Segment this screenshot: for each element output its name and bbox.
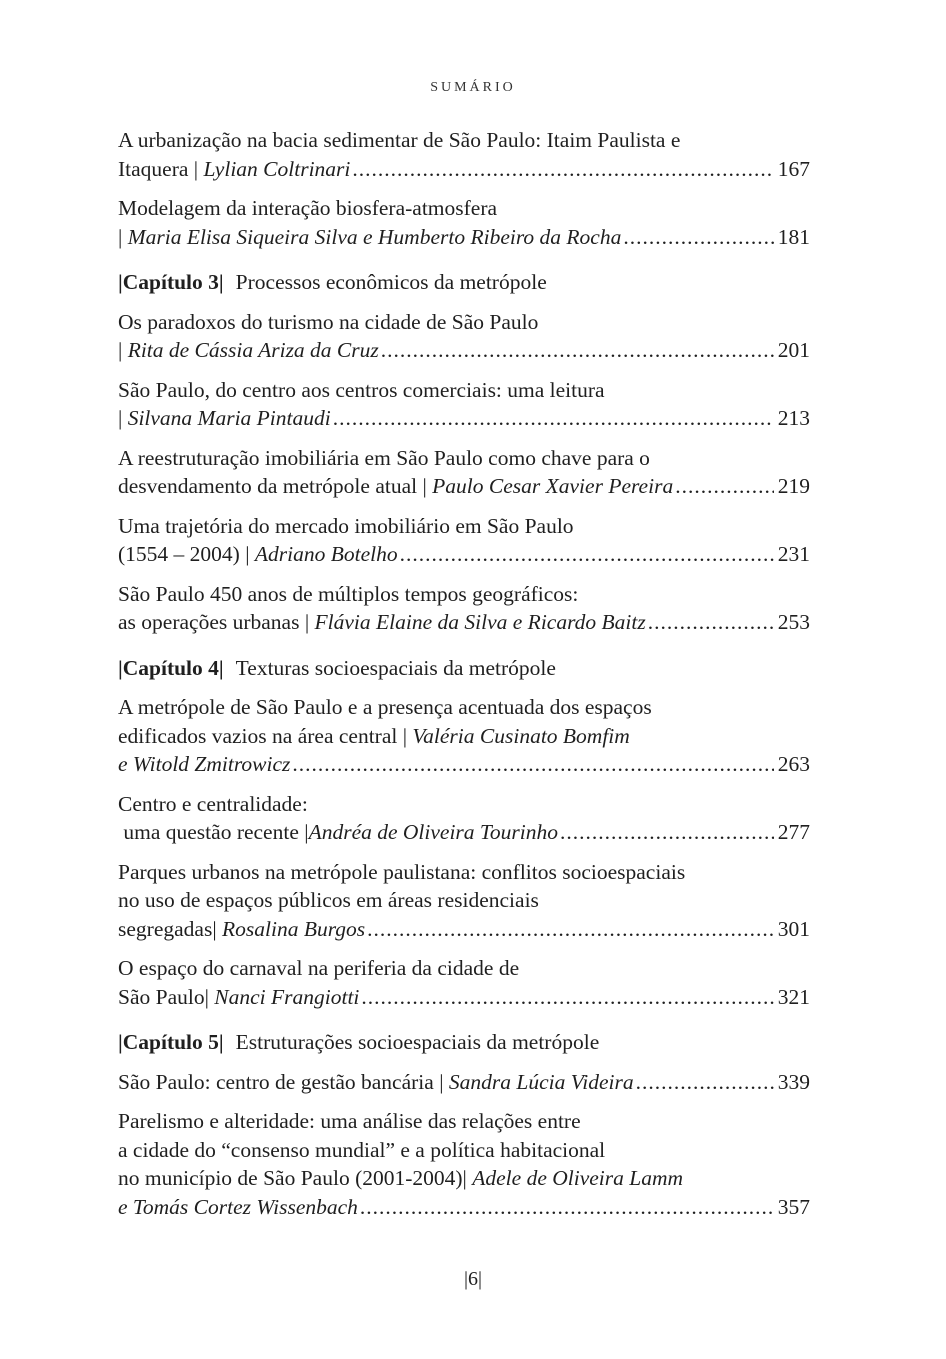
entry-last-line <box>118 540 810 569</box>
chapter-title: Estruturações socioespaciais da metrópole <box>235 1030 600 1054</box>
entry-title-line: Uma trajetória do mercado imobiliário em São Paulo <box>118 513 574 538</box>
entry-page-number: 253 <box>777 610 810 634</box>
entry-title-text: as operações urbanas | <box>118 610 315 634</box>
toc-entry[interactable] <box>118 194 810 251</box>
toc-entry[interactable] <box>118 790 810 847</box>
entry-page-number: 219 <box>777 474 810 498</box>
entry-title-text: desvendamento da metrópole atual | <box>118 474 433 498</box>
entry-title-text: segregadas| <box>118 916 222 941</box>
entry-title-text: uma questão recente | <box>118 820 309 844</box>
dot-leader <box>623 223 773 252</box>
entry-title-text: (1554 – 2004) | <box>118 542 255 566</box>
entry-last-line <box>118 915 810 944</box>
toc-entry[interactable] <box>118 444 810 501</box>
entry-title-line: A urbanização na bacia sedimentar de São Paulo: Itaim Paulista e <box>118 128 681 152</box>
entry-title-line <box>118 1164 810 1193</box>
entry-title-text: São Paulo| <box>118 984 215 1009</box>
toc-entry[interactable] <box>118 512 810 569</box>
entry-title-line: O espaço do carnaval na periferia da cidade de <box>118 956 520 980</box>
toc-entry[interactable] <box>118 580 810 637</box>
chapter-heading <box>118 1028 810 1057</box>
entry-last-line <box>118 336 810 365</box>
entry-page-number: 277 <box>777 820 810 844</box>
toc-entry[interactable] <box>118 308 810 365</box>
table-of-contents <box>118 126 810 1232</box>
entry-author: Andréa de Oliveira Tourinho <box>308 820 558 844</box>
entry-title-line: a cidade do “consenso mundial” e a política habitacional <box>118 1137 606 1162</box>
entry-page-number: 301 <box>777 916 810 941</box>
entry-title-text: | <box>118 406 128 430</box>
toc-entry[interactable] <box>118 1068 810 1097</box>
entry-last-line <box>118 1068 810 1097</box>
entry-page-number: 357 <box>777 1194 810 1219</box>
entry-last-line <box>118 1193 810 1222</box>
entry-title-line: A metrópole de São Paulo e a presença acentuada dos espaços <box>118 695 652 719</box>
entry-author: Rita de Cássia Ariza da Cruz <box>127 338 379 362</box>
entry-author: Nanci Frangiotti <box>214 984 360 1009</box>
dot-leader <box>361 983 773 1012</box>
entry-last-line <box>118 750 810 779</box>
entry-title-text: edificados vazios na área central | <box>118 723 413 748</box>
toc-entry[interactable] <box>118 954 810 1011</box>
entry-last-line <box>118 608 810 637</box>
dot-leader <box>648 608 774 637</box>
entry-author: Sandra Lúcia Videira <box>448 1069 634 1094</box>
entry-last-line <box>118 404 810 433</box>
dot-leader <box>560 818 774 847</box>
page-header: SUMÁRIO <box>430 80 516 95</box>
entry-author: Lylian Coltrinari <box>203 156 351 181</box>
entry-page-number: 181 <box>777 224 810 249</box>
entry-title-line: no uso de espaços públicos em áreas residenciais <box>118 888 539 912</box>
chapter-heading <box>118 654 810 683</box>
entry-page-number: 339 <box>777 1069 810 1094</box>
entry-last-line <box>118 223 810 252</box>
entry-title-text: | <box>118 338 128 362</box>
entry-title-line: Modelagem da interação biosfera-atmosfera <box>118 196 498 220</box>
page-number: |6| <box>463 1268 482 1290</box>
entry-last-line <box>118 818 810 847</box>
dot-leader <box>292 750 773 779</box>
chapter-label: |Capítulo 4| <box>118 655 224 680</box>
dot-leader <box>367 915 774 944</box>
entry-page-number: 213 <box>777 406 810 430</box>
entry-page-number: 263 <box>777 752 810 776</box>
entry-last-line <box>118 155 810 184</box>
entry-author: Adele de Oliveira Lamm <box>472 1166 684 1190</box>
toc-entry[interactable] <box>118 376 810 433</box>
entry-author: Paulo Cesar Xavier Pereira <box>432 474 674 498</box>
entry-page-number: 201 <box>777 338 810 362</box>
entry-last-line <box>118 472 810 501</box>
chapter-label: |Capítulo 5| <box>118 1030 224 1054</box>
entry-title-line: A reestruturação imobiliária em São Paulo como chave para o <box>118 445 650 470</box>
chapter-heading <box>118 268 810 297</box>
entry-title-line: Parelismo e alteridade: uma análise das relações entre <box>118 1109 581 1133</box>
dot-leader <box>333 404 774 433</box>
dot-leader <box>675 472 774 501</box>
entry-author: Valéria Cusinato Bomfim <box>412 723 630 748</box>
entry-page-number: 321 <box>777 984 810 1009</box>
toc-entry[interactable] <box>118 693 810 779</box>
entry-last-line <box>118 983 810 1012</box>
entry-title-text: no município de São Paulo (2001-2004)| <box>118 1166 473 1190</box>
entry-author: e Tomás Cortez Wissenbach <box>118 1194 358 1219</box>
entry-title-line: Os paradoxos do turismo na cidade de São Paulo <box>118 309 539 334</box>
entry-title-line: São Paulo 450 anos de múltiplos tempos geográficos: <box>118 581 579 606</box>
entry-title-line: São Paulo, do centro aos centros comerciais: uma leitura <box>118 377 605 402</box>
entry-title-text: | <box>118 224 128 249</box>
entry-page-number: 167 <box>777 156 810 181</box>
dot-leader <box>360 1193 774 1222</box>
entry-title-line: Parques urbanos na metrópole paulistana: conflitos socioespaciais <box>118 859 686 884</box>
toc-entry[interactable] <box>118 1107 810 1221</box>
entry-author: Silvana Maria Pintaudi <box>127 406 331 430</box>
dot-leader <box>400 540 774 569</box>
entry-author: e Witold Zmitrowicz <box>118 752 291 776</box>
entry-author: Maria Elisa Siqueira Silva e Humberto Ribeiro da Rocha <box>127 224 622 249</box>
dot-leader <box>352 155 773 184</box>
dot-leader <box>381 336 774 365</box>
chapter-title: Processos econômicos da metrópole <box>235 270 547 294</box>
entry-title-line <box>118 722 810 751</box>
entry-title-text: Itaquera | <box>118 156 204 181</box>
entry-page-number: 231 <box>777 542 810 566</box>
entry-author: Flávia Elaine da Silva e Ricardo Baitz <box>314 610 646 634</box>
entry-title-text: São Paulo: centro de gestão bancária | <box>118 1069 449 1094</box>
dot-leader <box>636 1068 774 1097</box>
entry-title-line: Centro e centralidade: <box>118 791 308 816</box>
chapter-title: Texturas socioespaciais da metrópole <box>235 655 556 680</box>
toc-entry[interactable] <box>118 858 810 944</box>
chapter-label: |Capítulo 3| <box>118 270 224 294</box>
entry-author: Rosalina Burgos <box>222 916 366 941</box>
toc-entry[interactable] <box>118 126 810 183</box>
entry-author: Adriano Botelho <box>254 542 398 566</box>
